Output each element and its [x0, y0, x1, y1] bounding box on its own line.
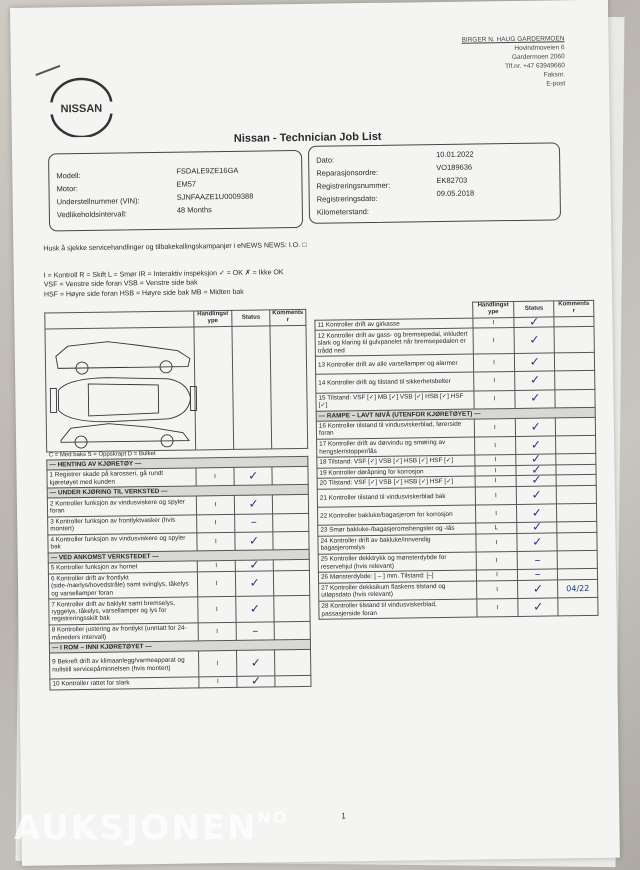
task-text: 10 Kontroller rattet for slark — [50, 677, 199, 690]
section-header: — RAMPE – LAVT NIVÅ (UTENFOR KJØRETØYET) — — [316, 407, 595, 421]
task-text: 11 Kontroller drift av girkasse — [315, 318, 473, 331]
handling-type: I — [197, 571, 236, 597]
comment-cell — [557, 550, 597, 569]
car-diagram-blank-3 — [270, 325, 308, 448]
task-text: 21 Kontroller tilstand til vindusviskerblad bak — [317, 487, 475, 507]
comment-cell — [555, 417, 595, 436]
task-text: 8 Kontroller justering av frontlykt (unntatt for 24-måneders intervall) — [49, 623, 198, 643]
handling-type: I — [196, 468, 235, 487]
right-header-status: Status — [514, 301, 554, 317]
dealer-email: E-post — [546, 80, 566, 88]
legend-line-1: I = Kontroll R = Skift L = Smør IR = Interaktiv inspeksjon ✓ = OK ✗ = Ikke OK — [43, 269, 284, 280]
section-header: — I ROM – INNI KJØRETØYET — — [49, 640, 310, 654]
dealer-city: Gardermoen 2060 — [511, 53, 565, 61]
status-check: ✓ — [514, 327, 554, 353]
section-header: — UNDER KJØRING TIL VERKSTED — — [47, 485, 308, 499]
status-check: ✓ — [515, 353, 555, 372]
handling-type: I — [197, 597, 236, 623]
comment-cell — [556, 464, 596, 475]
vehicle-label: Motor: — [56, 184, 78, 194]
handling-type: I — [472, 317, 514, 328]
task-text: 28 Kontroller tilstand til vindusviskerblad, passasjerside foran — [319, 599, 477, 619]
status-check: ✓ — [517, 486, 557, 505]
handling-type: I — [473, 328, 515, 354]
handling-type: I — [475, 486, 517, 505]
task-text: 20 Tilstand: VSF [✓] VSB [✓] HSB [✓] HSF [✓] — [317, 476, 475, 489]
task-text: 15 Tilstand: VSF [✓] MB [✓] VSB [✓] HSB [✓] HSF [✓] — [316, 391, 474, 411]
right-header-comment: Komments r — [554, 300, 594, 316]
comment-cell — [557, 532, 597, 551]
vehicle-value: SJNFAAZE1U0009388 — [176, 191, 254, 202]
comment-cell — [556, 485, 596, 504]
status-check: ✓ — [516, 436, 556, 455]
left-checklist-table — [44, 309, 311, 690]
comment-cell — [555, 353, 595, 372]
handling-type: I — [475, 476, 517, 487]
order-value: 09.05.2018 — [436, 188, 475, 199]
task-text: 14 Kontroller drift og tilstand til sikkerhetsbelter — [316, 372, 474, 392]
comment-cell — [558, 569, 598, 580]
handling-type: I — [474, 455, 516, 466]
handling-type: I — [198, 677, 237, 688]
vehicle-value: FSDALE9ZE16GA — [176, 165, 239, 176]
watermark-main: AUKSJONEN — [14, 808, 258, 848]
comment-cell — [273, 559, 309, 570]
comment-cell — [275, 676, 311, 687]
status-check: ✓ — [516, 475, 556, 486]
comment-cell — [555, 389, 595, 408]
task-text: 23 Smør bakluke-/bagasjeromshengsler og -lås — [318, 523, 476, 536]
handling-type: I — [473, 354, 515, 373]
comment-cell — [274, 622, 310, 641]
dealer-street: Hovindmoveien 6 — [514, 44, 565, 52]
right-header-handling: Handlingst ype — [472, 301, 514, 317]
handling-type: I — [474, 418, 516, 437]
watermark-sup: NO — [257, 808, 289, 827]
checklist-row — [319, 597, 598, 619]
brand-text: NISSAN — [60, 102, 103, 116]
nissan-logo — [41, 76, 122, 137]
comment-cell — [273, 570, 309, 596]
task-text: 6 Kontroller drift av frontlykt (side-/nærlys/hovedstråle) samt svinglys, tåkelys og varsellamper foran — [48, 572, 197, 600]
vehicle-value: EM57 — [176, 179, 197, 189]
comment-cell — [556, 475, 596, 486]
handling-type: I — [198, 651, 237, 677]
handling-type: L — [475, 523, 517, 534]
car-diagram-cell — [45, 327, 195, 452]
document-sheet — [10, 0, 620, 866]
handling-type: I — [196, 514, 235, 533]
task-text: 19 Kontroller døråpning for korrosjon — [317, 466, 475, 479]
pen-mark — [35, 65, 60, 76]
handling-type: I — [475, 505, 517, 524]
checklist-row — [49, 596, 310, 625]
task-text: 17 Kontroller drift av dørvindu og smøring av hengsler/stopper/lås — [317, 437, 475, 457]
comment-cell — [555, 371, 595, 390]
status-check: ✓ — [236, 596, 274, 622]
status-check: ✓ — [234, 467, 272, 486]
status-check: ✓ — [516, 465, 556, 476]
status-check: – — [518, 551, 558, 570]
vehicle-label: Understellnummer (VIN): — [56, 196, 140, 207]
status-check: – — [235, 513, 273, 532]
car-diagram — [48, 328, 200, 450]
checklist-row — [315, 327, 594, 357]
auksjonen-watermark — [14, 808, 288, 848]
order-label: Registreringsnummer: — [316, 180, 391, 191]
page-number: 1 — [341, 811, 346, 821]
comment-cell — [272, 467, 308, 486]
comment-cell — [556, 454, 596, 465]
order-label: Kilometerstand: — [316, 207, 370, 217]
status-check: ✓ — [235, 532, 273, 551]
dealer-address — [461, 34, 565, 89]
status-check: ✓ — [516, 418, 556, 437]
status-check: ✓ — [236, 570, 274, 596]
status-check: – — [518, 569, 558, 580]
handling-type: I — [196, 532, 235, 551]
comment-cell — [558, 597, 598, 616]
section-header: — VED ANKOMST VERKSTEDET — — [48, 549, 309, 563]
left-header-handling: Handlingst ype — [193, 310, 232, 326]
status-check: ✓ — [514, 317, 554, 328]
left-header-status: Status — [232, 310, 270, 326]
order-value: EK82703 — [436, 175, 468, 186]
status-check: ✓ — [515, 371, 555, 390]
legend-line-3: HSF = Høyre side foran HSB = Høyre side bak MB = Midten bak — [43, 288, 244, 299]
status-check: ✓ — [517, 522, 557, 533]
handling-type: I — [198, 623, 237, 642]
status-check: ✓ — [235, 495, 273, 514]
handling-type: I — [476, 599, 518, 618]
status-check: ✓ — [237, 650, 275, 676]
status-check: ✓ — [236, 560, 274, 571]
vehicle-value: 48 Months — [176, 205, 212, 215]
status-check: ✓ — [516, 454, 556, 465]
task-text: 27 Kontroller dekksikum flaskens tilstand og utløpsdato (hvis relevant) — [319, 581, 477, 601]
comment-cell — [274, 596, 310, 622]
handling-type: I — [197, 560, 236, 571]
order-label: Dato: — [316, 155, 335, 165]
enews-reminder: Husk å sjekke servicehandlinger og tilbakekallingskampanjer i eNEWS NEWS: I.O. □ — [43, 241, 307, 253]
comment-cell — [556, 435, 596, 454]
task-text: 4 Kontroller funksjon av vindusviskere og spyler bak — [48, 533, 197, 553]
comment-cell — [274, 650, 310, 676]
handling-type: I — [475, 533, 517, 552]
handling-type: I — [476, 552, 518, 571]
task-text: 25 Kontroller dekktrykk og mønsterdybde for reservehjul (hvis relevant) — [318, 552, 476, 572]
right-checklist-table — [314, 300, 598, 620]
car-diagram-blank-2 — [232, 326, 271, 450]
comment-cell — [557, 503, 597, 522]
dealer-fax: Faksnr. — [543, 71, 566, 79]
task-text: 26 Mønsterdybde: [ – ] mm. Tilstand: [–] — [318, 570, 476, 583]
checklist-row — [50, 650, 311, 679]
task-text: 9 Bekreft drift av klimaanlegg/varmeapparat og nullstill servicepåminnelsen (hvis montert) — [50, 651, 199, 679]
section-header: — HENTING AV KJØRETØY — — [47, 457, 308, 471]
order-value: 10.01.2022 — [436, 149, 474, 160]
left-header-comment: Komments r — [270, 309, 306, 325]
document-title: Nissan - Technician Job List — [233, 130, 382, 145]
car-caption: C = Med baks S = Oppskrapt D = Bulket — [48, 450, 156, 459]
comment-cell: 04/22 — [558, 579, 598, 598]
comment-cell — [557, 522, 597, 533]
vehicle-box — [48, 150, 303, 232]
status-check: ✓ — [237, 676, 275, 687]
order-label: Reparasjonsordre: — [316, 167, 379, 178]
car-diagram-blank-1 — [194, 326, 234, 450]
task-text: 12 Kontroller drift av gass- og bremsepedal, inkludert slark og klaring til gulvpanelet når bremsepedalen er trådd ned — [315, 328, 473, 356]
comment-cell — [273, 513, 309, 532]
task-text: 7 Kontroller drift av baklykt samt bremselys, ryggelys, tåkelys, varsellamper og lys for registreringsskilt bak — [49, 597, 198, 625]
handling-type: I — [475, 465, 517, 476]
dealer-name: BIRGER N. HAUG GARDERMOEN — [461, 35, 565, 44]
handling-type: I — [474, 436, 516, 455]
task-text: 3 Kontroller funksjon av frontlyktvasker (hvis montert) — [48, 515, 197, 535]
order-label: Registreringsdato: — [316, 193, 378, 204]
task-text: 13 Kontroller drift av alle varsellamper og alarmer — [315, 354, 473, 374]
dealer-phone: Tlf.nr. +47 63949660 — [505, 62, 565, 71]
status-check: – — [236, 622, 274, 641]
task-text: 24 Kontroller drift av bakluke/innvendig bagasjeromslys — [318, 534, 476, 554]
vehicle-label: Modell: — [56, 171, 81, 181]
comment-cell — [554, 327, 594, 353]
task-text: 5 Kontroller funksjon av hornet — [48, 561, 197, 574]
status-check: ✓ — [517, 504, 557, 523]
task-text: 2 Kontroller funksjon av vindusviskere og spyler foran — [47, 496, 196, 516]
handling-type: I — [476, 580, 518, 599]
checklist-row — [48, 570, 309, 599]
handling-type: I — [473, 390, 515, 409]
order-value: VO189636 — [436, 162, 473, 173]
checklist-row — [50, 676, 311, 690]
task-text: 18 Tilstand: VSF [✓] VSB [✓] HSB [✓] HSF [✓] — [317, 455, 475, 468]
vehicle-label: Vedlikeholdsintervall: — [56, 209, 127, 220]
comment-cell — [273, 531, 309, 550]
comment-cell — [272, 495, 308, 514]
handling-type: I — [196, 496, 235, 515]
task-text: 16 Kontroller tilstand til vindusviskerblad, førerside foran — [316, 419, 474, 439]
handling-type: I — [476, 570, 518, 581]
status-check: ✓ — [517, 533, 557, 552]
task-text: 1 Registrer skade på karosseri, gå rundt kjøretøyet med kunden — [47, 468, 196, 488]
task-text: 22 Kontroller bakluke/bagasjerom for korrosjon — [318, 505, 476, 525]
status-check: ✓ — [518, 580, 558, 599]
legend-line-2: VSF = Venstre side foran VSB = Venstre side bak — [43, 279, 198, 289]
status-check: ✓ — [518, 598, 558, 617]
handling-type: I — [473, 372, 515, 391]
status-check: ✓ — [515, 390, 555, 409]
comment-cell — [554, 316, 594, 327]
